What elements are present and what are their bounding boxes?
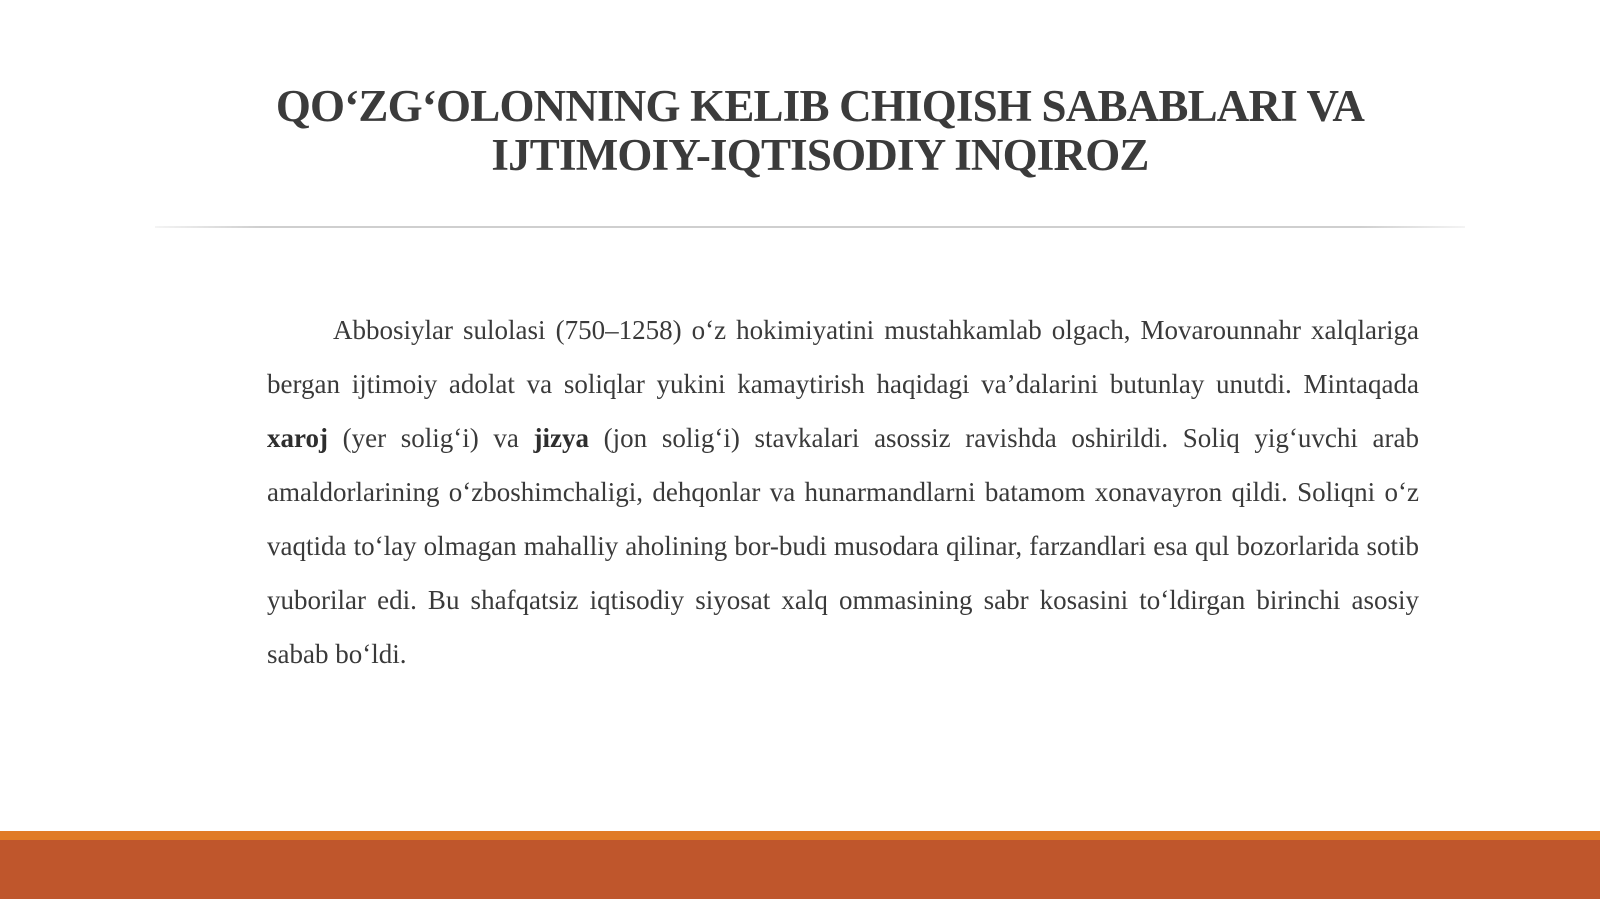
- term-jizya: jizya: [533, 423, 590, 453]
- slide-title-line-1: QO‘ZG‘OLONNING KELIB CHIQISH SABABLARI VA: [275, 81, 1365, 131]
- body-text-part-1: Abbosiylar sulolasi (750–1258) o‘z hokimiyatini mustahkamlab olgach, Movarounnahr xalqlariga bergan ijtimoiy adolat va soliqlar yukini kamaytirish haqidagi va’dalarini butunlay unutdi. Mintaqada: [267, 315, 1419, 399]
- title-divider: [155, 226, 1465, 228]
- footer-bar: [0, 840, 1600, 899]
- body-paragraph: [267, 303, 1419, 681]
- body-text-part-2: (yer solig‘i) va: [328, 423, 534, 453]
- slide-title: [160, 82, 1480, 180]
- slide-title-line-2: IJTIMOIY-IQTISODIY INQIROZ: [491, 130, 1149, 180]
- term-xaroj: xaroj: [267, 423, 328, 453]
- body-text-part-3: (jon solig‘i) stavkalari asossiz ravishda oshirildi. Soliq yig‘uvchi arab amaldorlarining o‘zboshimchaligi, dehqonlar va hunarmandlarni batamom xonavayron qildi. Soliqni o‘z vaqtida to‘lay olmagan mahalliy aholining bor-budi musodara qilinar, farzandlari esa qul bozorlarida sotib yuborilar edi. Bu shafqatsiz iqtisodiy siyosat xalq ommasining sabr kosasini to‘ldirgan birinchi asosiy sabab bo‘ldi.: [267, 423, 1419, 669]
- footer-accent-stripe: [0, 831, 1600, 840]
